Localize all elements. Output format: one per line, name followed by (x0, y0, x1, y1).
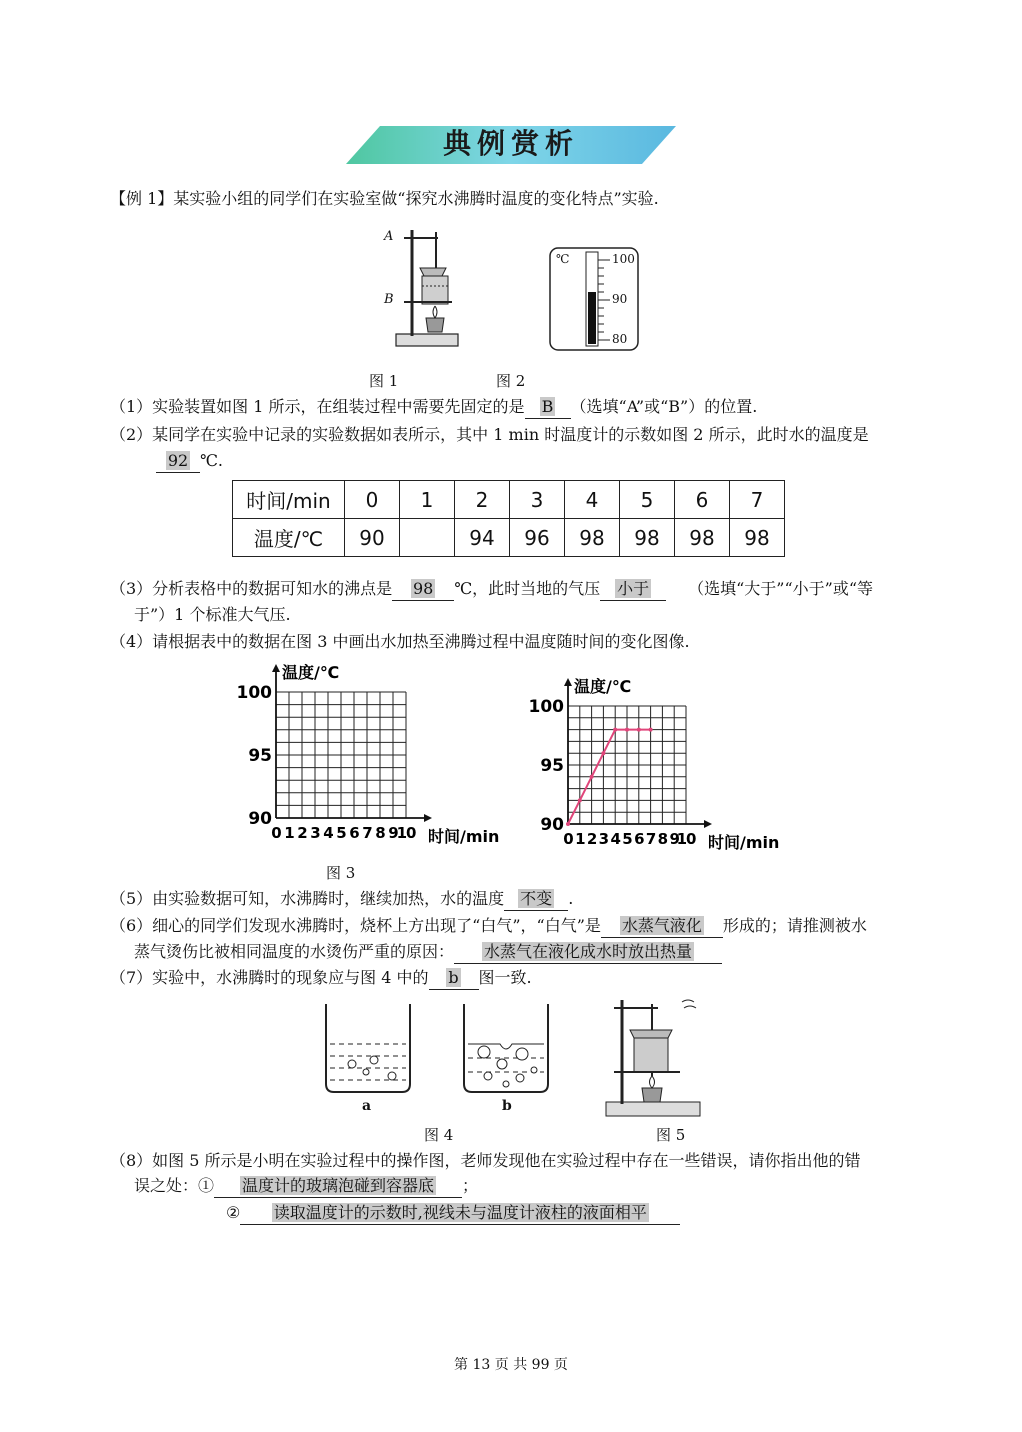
figure-4-label-b: b (502, 1098, 512, 1114)
q5-text-post: . (568, 889, 574, 908)
chart-data-point (590, 775, 594, 779)
chart-x-tick-label: 0 (563, 830, 573, 848)
table-cell: 5 (620, 481, 675, 519)
q5-answer: 不变 (520, 889, 553, 908)
q8-answer-2: 读取温度计的示数时,视线未与温度计液柱的液面相平 (273, 1203, 647, 1222)
q6-answer-1: 水蒸气液化 (621, 916, 702, 935)
q7-text: （7）实验中，水沸腾时的现象应与图 4 中的 (110, 968, 429, 987)
question-8-line-3 (226, 1202, 680, 1225)
q1-text-post: （选填“A”或“B”）的位置. (570, 397, 758, 416)
chart-y-tick-label: 90 (540, 815, 564, 835)
chart-y-tick-label: 90 (248, 809, 272, 829)
chart-y-axis-title: 温度/℃ (282, 663, 340, 682)
question-5 (110, 888, 573, 911)
table-cell: 2 (455, 481, 510, 519)
chart-x-tick-label: 7 (362, 824, 372, 842)
example-intro: 【例 1】某实验小组的同学们在实验室做“探究水沸腾时温度的变化特点”实验. (110, 189, 659, 208)
table-cell: 96 (510, 519, 565, 557)
chart-x-arrow (704, 820, 712, 828)
q2-unit: ℃. (200, 451, 223, 470)
chart-data-point (601, 751, 605, 755)
q1-text: （1）实验装置如图 1 所示，在组装过程中需要先固定的是 (110, 397, 525, 416)
q6-text-post: 形成的；请推测被水 (722, 916, 867, 935)
chart-x-tick-label: 3 (598, 830, 609, 848)
figure-5-apparatus (600, 992, 704, 1120)
chart-data-point (637, 728, 641, 732)
chart-x-tick-label: 9 (669, 830, 679, 848)
section-banner (346, 126, 676, 164)
chart-x-tick-label: 0 (271, 824, 281, 842)
q3-text-post: （选填“大于”“小于”或“等 (688, 579, 873, 598)
chart-x-tick-label: 6 (349, 824, 359, 842)
table-cell: 98 (730, 519, 785, 557)
chart-data-point (578, 798, 582, 802)
table-cell: 90 (345, 519, 400, 557)
chart-x-tick-label: 4 (610, 830, 620, 848)
figure-3-caption: 图 3 (326, 864, 356, 882)
figure-4-beaker-b (460, 1000, 552, 1094)
chart-x-axis-title: 时间/min (708, 833, 780, 852)
q8-text: 误之处：① (134, 1176, 215, 1195)
chart-x-tick-label: 9 (388, 824, 398, 842)
chart-x-tick-label: 4 (323, 824, 333, 842)
page-footer: 第 13 页 共 99 页 (454, 1357, 568, 1373)
q8-answer-1: 温度计的玻璃泡碰到容器底 (242, 1176, 435, 1195)
question-8-line-2 (134, 1175, 478, 1198)
figure-2-unit: ℃ (556, 252, 570, 266)
table-header-time: 时间/min (233, 481, 345, 519)
question-2: （2）某同学在实验中记录的实验数据如表所示，其中 1 min 时温度计的示数如图 2 所示，此时水的温度是 (110, 425, 869, 444)
chart-y-arrow (272, 664, 280, 672)
question-1 (110, 396, 757, 419)
q2-answer: 92 (167, 451, 189, 470)
chart-y-arrow (564, 678, 572, 686)
chart-x-tick-label: 10 (396, 824, 416, 842)
question-8: （8）如图 5 所示是小明在实验过程中的操作图，老师发现他在实验过程中存在一些错误，请你指出他的错 (110, 1151, 861, 1170)
table-cell: 98 (675, 519, 730, 557)
table-cell: 98 (620, 519, 675, 557)
chart-x-tick-label: 3 (310, 824, 320, 842)
q3-answer-2: 小于 (617, 579, 650, 598)
table-cell: 94 (455, 519, 510, 557)
figure-4-beaker-a (322, 1000, 414, 1094)
q3-answer-1: 98 (413, 579, 434, 598)
chart-x-tick-label: 1 (284, 824, 294, 842)
chart-x-tick-label: 5 (622, 830, 632, 848)
q6-answer-2: 水蒸气在液化成水时放出热量 (484, 942, 693, 961)
q3-text-mid: ℃，此时当地的气压 (454, 579, 601, 598)
q1-answer: B (541, 397, 554, 416)
chart-data-point (566, 822, 570, 826)
question-3-line-2: 于”）1 个标准大气压. (134, 605, 291, 624)
question-4: （4）请根据表中的数据在图 3 中画出水加热至沸腾过程中温度随时间的变化图像. (110, 632, 690, 651)
figure-4-caption: 图 4 (424, 1126, 454, 1144)
chart-y-tick-label: 100 (236, 683, 272, 703)
figure-2-tick-90: 90 (612, 292, 628, 306)
q3-text: （3）分析表格中的数据可知水的沸点是 (110, 579, 393, 598)
q6-text: （6）细心的同学们发现水沸腾时，烧杯上方出现了“白气”，“白气”是 (110, 916, 601, 935)
q8-number-2: ② (226, 1203, 241, 1222)
chart-x-tick-label: 6 (634, 830, 644, 848)
chart-y-tick-label: 95 (540, 756, 564, 776)
figure-2-tick-100: 100 (612, 252, 635, 266)
chart-x-tick-label: 8 (657, 830, 668, 848)
chart-y-axis-title: 温度/℃ (574, 677, 632, 696)
chart-data-point (625, 728, 629, 732)
question-7 (110, 967, 532, 990)
question-2-answer-line (156, 450, 223, 473)
q7-answer: b (448, 968, 459, 987)
table-cell: 6 (675, 481, 730, 519)
chart-x-tick-label: 2 (297, 824, 307, 842)
question-3 (110, 578, 873, 601)
chart-x-tick-label: 7 (645, 830, 656, 848)
table-cell: 3 (510, 481, 565, 519)
figure-1-label-a: A (384, 229, 394, 244)
figure-1-label-b: B (384, 292, 394, 307)
chart-x-tick-label: 5 (336, 824, 346, 842)
chart-data-point (649, 728, 653, 732)
chart-x-axis-title: 时间/min (428, 827, 500, 846)
figure-2-tick-80: 80 (612, 332, 628, 346)
chart-x-tick-label: 10 (676, 830, 696, 848)
table-cell: 0 (345, 481, 400, 519)
figure-3-charts (230, 656, 800, 860)
question-6 (110, 915, 867, 938)
chart-x-tick-label: 2 (586, 830, 597, 848)
q7-text-post: 图一致. (478, 968, 532, 987)
chart-data-point (613, 728, 617, 732)
table-row (233, 481, 785, 519)
table-row (233, 519, 785, 557)
q8-text-post: ； (462, 1176, 479, 1195)
table-cell: 4 (565, 481, 620, 519)
question-6-line-2 (134, 941, 722, 964)
chart-y-tick-label: 100 (528, 697, 564, 717)
table-cell: 1 (400, 481, 455, 519)
figure-1-caption: 图 1 (369, 372, 399, 390)
q6-line2-text: 蒸气烫伤比被相同温度的水烫伤严重的原因： (134, 942, 455, 961)
chart-x-tick-label: 8 (375, 824, 385, 842)
table-cell (400, 519, 455, 557)
data-table (232, 480, 785, 557)
table-cell: 7 (730, 481, 785, 519)
figure-2-caption: 图 2 (496, 372, 526, 390)
figure-4-label-a: a (362, 1098, 372, 1114)
table-header-temp: 温度/℃ (233, 519, 345, 557)
q5-text: （5）由实验数据可知，水沸腾时，继续加热，水的温度 (110, 889, 505, 908)
chart-y-tick-label: 95 (248, 746, 272, 766)
table-cell: 98 (565, 519, 620, 557)
chart-x-arrow (424, 814, 432, 822)
banner-title: 典例赏析 (442, 127, 579, 160)
figure-5-caption: 图 5 (656, 1126, 686, 1144)
chart-x-tick-label: 1 (575, 830, 585, 848)
